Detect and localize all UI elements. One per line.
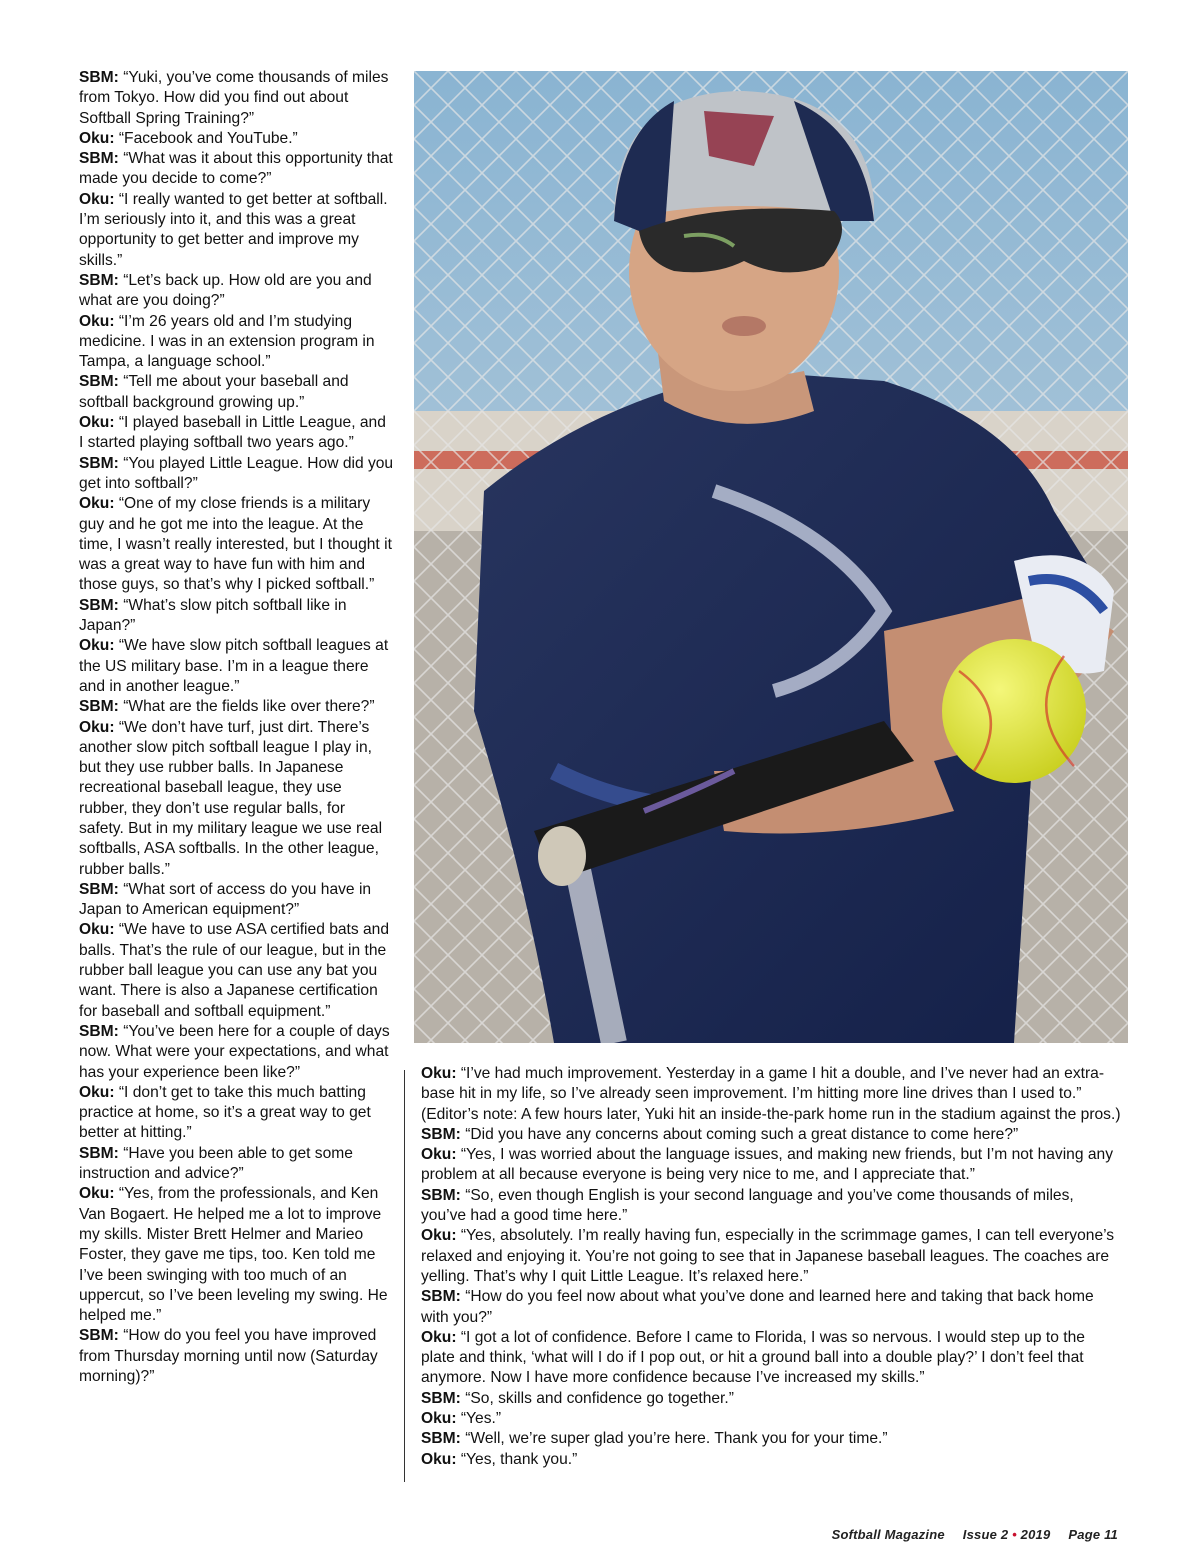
speaker-label: Oku: bbox=[79, 312, 115, 330]
dialogue-text: “Tell me about your baseball and softball background growing up.” bbox=[79, 373, 349, 411]
dialogue-line bbox=[79, 68, 394, 129]
batter-photo bbox=[414, 71, 1128, 1043]
dialogue-line bbox=[79, 413, 394, 454]
dialogue-line bbox=[421, 1450, 1121, 1470]
speaker-label: Oku: bbox=[421, 1328, 457, 1346]
dialogue-line bbox=[79, 880, 394, 921]
speaker-label: SBM: bbox=[421, 1430, 461, 1448]
dialogue-line bbox=[79, 271, 394, 312]
dialogue-text: “Yes, I was worried about the language issues, and making new friends, but I’m not having any problem at all because everyone is being very nice to me, and I appreciate that.” bbox=[421, 1146, 1114, 1184]
dialogue-text: “What’s slow pitch softball like in Japan?” bbox=[79, 596, 347, 635]
footer-issue: Issue 2 bbox=[962, 1527, 1009, 1542]
dialogue-text: “So, even though English is your second language and you’ve come thousands of miles, you’ve had a good time here.” bbox=[421, 1186, 1074, 1225]
speaker-label: SBM: bbox=[421, 1186, 461, 1204]
speaker-label: SBM: bbox=[79, 150, 119, 168]
dialogue-text: “What sort of access do you have in Japan to American equipment?” bbox=[79, 880, 372, 919]
dialogue-line bbox=[421, 1409, 1121, 1429]
dialogue-text: “I’m 26 years old and I’m studying medicine. I was in an extension program in Tampa, a language school.” bbox=[79, 312, 375, 371]
dialogue-text: “How do you feel you have improved from Thursday morning until now (Saturday morning)?” bbox=[79, 1327, 378, 1385]
dialogue-text: “I don’t get to take this much batting practice at home, so it’s a great way to get better at hitting.” bbox=[79, 1083, 371, 1142]
dialogue-text: “Well, we’re super glad you’re here. Thank you for your time.” bbox=[460, 1430, 888, 1448]
dialogue-text: “Yes, thank you.” bbox=[456, 1450, 578, 1468]
speaker-label: Oku: bbox=[421, 1450, 457, 1468]
dialogue-text: “Have you been able to get some instruction and advice?” bbox=[79, 1144, 353, 1183]
dialogue-line bbox=[421, 1226, 1121, 1287]
dialogue-text: “One of my close friends is a military guy and he got me into the league. At the time, I wasn’t really interested, but I thought it was a great way to have fun with him and those guys, so that’s why I picked softball.” bbox=[79, 495, 392, 594]
dialogue-text: “Yes.” bbox=[456, 1410, 502, 1428]
dialogue-line bbox=[421, 1064, 1121, 1125]
dialogue-line bbox=[79, 1326, 394, 1387]
dialogue-line bbox=[79, 920, 394, 1021]
dialogue-text: “I got a lot of confidence. Before I came to Florida, I was so nervous. I would step up to the plate and think, ‘what will I do if I pop out, or hit a ground ball into a double play?’ I don’t feel that anymore. Now I have more confidence because I’ve increased my skills.” bbox=[421, 1328, 1085, 1387]
dialogue-line bbox=[421, 1389, 1121, 1409]
dialogue-text: “Yes, absolutely. I’m really having fun, especially in the scrimmage games, I can tell everyone’s relaxed and enjoying it. You’re not going to see that in Japanese baseball leagues. The coaches are yelling. That’s why I quit Little League. It’s relaxed here.” bbox=[421, 1227, 1115, 1285]
speaker-label: Oku: bbox=[79, 637, 115, 655]
dialogue-text: “How do you feel now about what you’ve done and learned here and taking that back home with you?” bbox=[421, 1288, 1094, 1326]
speaker-label: Oku: bbox=[421, 1065, 457, 1082]
dialogue-line bbox=[79, 697, 394, 717]
speaker-label: Oku: bbox=[79, 1083, 115, 1101]
right-column-dialogue bbox=[421, 1064, 1121, 1470]
dialogue-line bbox=[79, 129, 394, 149]
speaker-label: Oku: bbox=[79, 190, 115, 208]
speaker-label: Oku: bbox=[79, 129, 115, 147]
dialogue-text: “Let’s back up. How old are you and what are you doing?” bbox=[79, 271, 372, 310]
batter-illustration bbox=[414, 71, 1128, 1043]
dialogue-text: “You’ve been here for a couple of days now. What were your expectations, and what has your experience been like?” bbox=[79, 1022, 390, 1081]
dialogue-text: “You played Little League. How did you get into softball?” bbox=[79, 454, 394, 492]
dialogue-line bbox=[79, 149, 394, 190]
speaker-label: SBM: bbox=[79, 69, 119, 86]
dialogue-line bbox=[79, 718, 394, 880]
speaker-label: SBM: bbox=[79, 373, 119, 391]
dialogue-line bbox=[79, 636, 394, 697]
dialogue-line bbox=[79, 1083, 394, 1144]
speaker-label: SBM: bbox=[79, 1144, 119, 1162]
dialogue-line bbox=[79, 494, 394, 595]
dialogue-text: “Yuki, you’ve come thousands of miles from Tokyo. How did you find out about Softball Spring Training?” bbox=[79, 69, 389, 127]
speaker-label: Oku: bbox=[421, 1146, 457, 1164]
dialogue-text: “Facebook and YouTube.” bbox=[114, 129, 298, 147]
speaker-label: SBM: bbox=[79, 596, 119, 614]
column-divider bbox=[404, 1070, 405, 1482]
dialogue-text: “We have slow pitch softball leagues at the US military base. I’m in a league there and in another league.” bbox=[79, 637, 389, 695]
speaker-label: Oku: bbox=[79, 495, 115, 513]
dialogue-line bbox=[79, 312, 394, 373]
speaker-label: SBM: bbox=[79, 1022, 119, 1040]
speaker-label: Oku: bbox=[79, 1185, 115, 1203]
dialogue-line bbox=[421, 1145, 1121, 1186]
left-column-dialogue bbox=[79, 68, 394, 1387]
speaker-label: SBM: bbox=[79, 880, 119, 898]
dialogue-line bbox=[79, 372, 394, 413]
speaker-label: SBM: bbox=[79, 698, 119, 716]
speaker-label: SBM: bbox=[79, 454, 119, 472]
dialogue-line bbox=[79, 1022, 394, 1083]
dialogue-text: “We have to use ASA certified bats and balls. That’s the rule of our league, but in the rubber ball league you can use any bat you want. There is also a Japanese certification for baseball and softball equipment.” bbox=[79, 921, 390, 1020]
dialogue-line bbox=[79, 190, 394, 271]
speaker-label: SBM: bbox=[421, 1389, 461, 1407]
speaker-label: Oku: bbox=[79, 718, 115, 736]
dialogue-line bbox=[421, 1287, 1121, 1328]
dialogue-line bbox=[79, 596, 394, 637]
dialogue-text: “Yes, from the professionals, and Ken Van Bogaert. He helped me a lot to improve my skills. Mister Brett Helmer and Marieo Foster, they gave me tips, too. Ken told me I’ve been swinging with too much of an uppercut, so I’ve been leveling my swing. He helped me.” bbox=[79, 1185, 388, 1325]
dialogue-text: “So, skills and confidence go together.” bbox=[460, 1389, 734, 1407]
dialogue-line bbox=[79, 1184, 394, 1326]
dialogue-text: “I really wanted to get better at softball. I’m seriously into it, and this was a great opportunity to get better and improve my skills.” bbox=[79, 190, 388, 269]
dialogue-text: “What was it about this opportunity that made you decide to come?” bbox=[79, 150, 393, 188]
speaker-label: Oku: bbox=[421, 1410, 457, 1428]
dialogue-text: “We don’t have turf, just dirt. There’s another slow pitch softball league I play in, but they use rubber balls. In Japanese recreational baseball league, they use rubber, they don’t use regular balls, for safety. But in my military league we use real softballs, ASA softballs. In the other league, rubber balls.” bbox=[79, 718, 383, 878]
dialogue-line bbox=[421, 1328, 1121, 1389]
speaker-label: Oku: bbox=[79, 921, 115, 939]
speaker-label: SBM: bbox=[421, 1288, 461, 1306]
page-footer bbox=[832, 1527, 1118, 1542]
dialogue-line bbox=[421, 1186, 1121, 1227]
footer-bullet: • bbox=[1012, 1527, 1017, 1542]
speaker-label: SBM: bbox=[79, 271, 119, 289]
dialogue-line bbox=[421, 1429, 1121, 1449]
speaker-label: Oku: bbox=[79, 414, 115, 432]
dialogue-line bbox=[79, 454, 394, 495]
footer-year: 2019 bbox=[1020, 1527, 1051, 1542]
dialogue-text: “I’ve had much improvement. Yesterday in a game I hit a double, and I’ve never had an extra-base hit in my life, so I’ve already seen improvement. I’m hitting more line drives than I used to.” (Editor’s note: A few hours later, Yuki hit an inside-the-park home run in the stadium against the pros.) bbox=[421, 1065, 1121, 1123]
speaker-label: Oku: bbox=[421, 1227, 457, 1245]
footer-page: Page 11 bbox=[1068, 1527, 1118, 1542]
dialogue-line bbox=[421, 1125, 1121, 1145]
speaker-label: SBM: bbox=[421, 1125, 461, 1143]
dialogue-text: “I played baseball in Little League, and I started playing softball two years ago.” bbox=[79, 414, 386, 452]
footer-magazine: Softball Magazine bbox=[831, 1527, 945, 1542]
dialogue-text: “What are the fields like over there?” bbox=[118, 698, 375, 716]
speaker-label: SBM: bbox=[79, 1327, 119, 1345]
dialogue-text: “Did you have any concerns about coming such a great distance to come here?” bbox=[460, 1125, 1019, 1143]
dialogue-line bbox=[79, 1144, 394, 1185]
